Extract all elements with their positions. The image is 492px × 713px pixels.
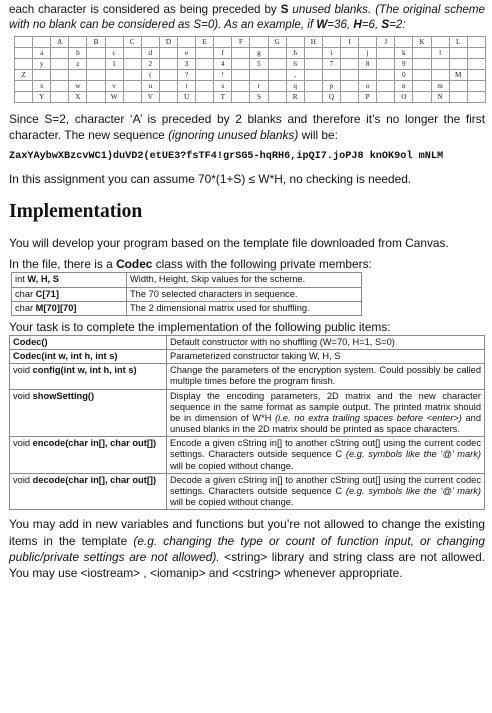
matrix-cell: u [141, 81, 159, 92]
matrix-cell [268, 92, 286, 103]
matrix-cell: D [159, 37, 177, 48]
item-description: Default constructor with no shuffling (W=70, H=1, S=0) [167, 335, 485, 349]
matrix-cell [214, 37, 232, 48]
le-symbol: ≤ [248, 171, 256, 186]
item-description: Change the parameters of the encryption system. Could possibly be called multiple times before the program finish. [167, 364, 485, 389]
matrix-cell: G [268, 37, 286, 48]
matrix-cell [177, 37, 195, 48]
matrix-cell [304, 59, 322, 70]
matrix-cell [286, 37, 304, 48]
public-items-table [9, 335, 485, 510]
matrix-cell [232, 81, 250, 92]
example-matrix-figure [14, 36, 486, 103]
item-signature: void config(int w, int h, int s) [10, 364, 167, 389]
matrix-cell: O [395, 92, 413, 103]
matrix-cell [413, 48, 431, 59]
matrix-cell: p [322, 81, 340, 92]
matrix-cell [196, 48, 214, 59]
matrix-cell [359, 37, 377, 48]
matrix-cell: ( [141, 70, 159, 81]
matrix-cell: R [286, 92, 304, 103]
intro-note: (The original scheme with no blank can be considered as S=0). As an example, if [9, 3, 485, 31]
matrix-cell [196, 70, 214, 81]
matrix-row [15, 59, 486, 70]
matrix-cell: v [105, 81, 123, 92]
matrix-cell [159, 70, 177, 81]
matrix-cell [413, 70, 431, 81]
develop-text: You will develop your program based on the template file downloaded from Canvas. [9, 236, 449, 251]
matrix-cell: P [359, 92, 377, 103]
matrix-cell [196, 92, 214, 103]
table-row [10, 389, 485, 437]
matrix-row [15, 70, 486, 81]
matrix-cell [123, 48, 141, 59]
member-description: The 70 selected characters in sequence. [127, 287, 362, 301]
matrix-row [15, 48, 486, 59]
matrix-cell [413, 81, 431, 92]
matrix-cell [340, 81, 358, 92]
matrix-cell [340, 59, 358, 70]
matrix-cell: 4 [214, 59, 232, 70]
matrix-cell [123, 92, 141, 103]
intro-s: S [280, 3, 289, 16]
table-row [10, 473, 485, 509]
matrix-cell: Y [33, 92, 51, 103]
matrix-cell [123, 59, 141, 70]
matrix-cell: K [413, 37, 431, 48]
matrix-cell: I [340, 37, 358, 48]
matrix-cell [69, 70, 87, 81]
matrix-cell: S [250, 92, 268, 103]
matrix-cell [467, 81, 485, 92]
matrix-cell [377, 59, 395, 70]
table-row [12, 287, 362, 301]
matrix-cell: 7 [322, 59, 340, 70]
matrix-cell [51, 59, 69, 70]
matrix-cell: Z [15, 70, 33, 81]
matrix-cell: V [141, 92, 159, 103]
matrix-cell: 9 [395, 59, 413, 70]
matrix-cell: m [431, 81, 449, 92]
matrix-cell: L [449, 37, 467, 48]
matrix-row [15, 37, 486, 48]
matrix-cell [304, 92, 322, 103]
matrix-cell [51, 81, 69, 92]
matrix-cell [449, 81, 467, 92]
matrix-cell [268, 48, 286, 59]
closing-paragraph: You may add in new variables and functions but you’re not allowed to change the existing items in the template (e.g. changing the type or count of function input, or changing public/private settings are not allowed). <string> library and string class are not allowed. You may use <iostream> , <iomanip> and <cstring> whenever appropriate. [9, 517, 486, 581]
table-row [10, 350, 485, 364]
matrix-cell [159, 81, 177, 92]
matrix-cell: a [33, 48, 51, 59]
table-row [12, 273, 362, 287]
matrix-cell [304, 81, 322, 92]
matrix-cell [159, 48, 177, 59]
item-signature: void decode(char in[], char out[]) [10, 473, 167, 509]
matrix-cell [159, 92, 177, 103]
member-signature: char C[71] [12, 287, 127, 301]
matrix-cell: b [69, 48, 87, 59]
matrix-cell: h [286, 48, 304, 59]
matrix-cell: i [322, 48, 340, 59]
matrix-cell [467, 48, 485, 59]
matrix-cell [377, 48, 395, 59]
matrix-cell [304, 48, 322, 59]
matrix-cell [322, 37, 340, 48]
matrix-cell [232, 92, 250, 103]
intro-text-2: unused blanks. [288, 3, 376, 16]
matrix-cell [87, 70, 105, 81]
matrix-cell [304, 70, 322, 81]
matrix-cell [159, 59, 177, 70]
matrix-cell: A [51, 37, 69, 48]
matrix-cell: W [105, 92, 123, 103]
since-paragraph: Since S=2, character ‘A’ is preceded by 2 blanks and therefore it’s no longer the first character. The new sequence (ignoring unused blanks) will be: [9, 112, 485, 142]
matrix-cell [449, 92, 467, 103]
matrix-cell [33, 37, 51, 48]
matrix-cell [232, 59, 250, 70]
matrix-cell: r [250, 81, 268, 92]
item-signature: void encode(char in[], char out[]) [10, 437, 167, 473]
matrix-cell: g [250, 48, 268, 59]
matrix-cell: U [177, 92, 195, 103]
intro-text: each character is considered as being preceded by [9, 3, 281, 16]
implementation-heading: Implementation [9, 200, 143, 222]
assumption-text: In this assignment you can assume 70*(1+S) ≤ W*H, no checking is needed. [9, 171, 412, 186]
matrix-cell: ? [177, 70, 195, 81]
item-signature: Codec() [10, 335, 167, 349]
matrix-cell: 5 [250, 59, 268, 70]
matrix-cell: n [395, 81, 413, 92]
matrix-cell: ! [214, 70, 232, 81]
intro-w: W [316, 17, 328, 31]
matrix-cell: e [177, 48, 195, 59]
item-description: Encode a given cString in[] to another cString out[] using the current codec settings. Characters outside sequence C (e.g. symbols like the ‘@’ mark) will be copied without change. [167, 437, 485, 473]
matrix-cell: X [69, 92, 87, 103]
matrix-cell: k [395, 48, 413, 59]
matrix-cell [431, 70, 449, 81]
matrix-cell [250, 37, 268, 48]
item-description: Display the encoding parameters, 2D matrix and the new character sequence in the same format as sample output. The printed matrix should be in dimension of W*H (i.e. no extra trailing spaces before <enter>) and unused blanks in the 2D matrix should be printed as space characters. [167, 389, 485, 437]
matrix-cell: l [431, 48, 449, 59]
matrix-cell [123, 81, 141, 92]
matrix-cell [467, 92, 485, 103]
matrix-cell [467, 70, 485, 81]
matrix-cell [196, 81, 214, 92]
intro-s2: S [381, 17, 390, 31]
matrix-row [15, 92, 486, 103]
matrix-cell [377, 81, 395, 92]
item-description: Parameterized constructor taking W, H, S [167, 350, 485, 364]
member-signature: char M[70][70] [12, 301, 127, 315]
matrix-cell: c [105, 48, 123, 59]
intro-paragraph: each character is considered as being preceded by S unused blanks. (The original scheme with no blank can be considered as S=0). As an example, if W=36, H=6, S=2: [9, 3, 485, 31]
matrix-cell: E [196, 37, 214, 48]
item-description: Decode a given cString in[] to another cString out[] using the current codec settings. Characters outside sequence C (e.g. symbols like the ‘@’ mark) will be copied without change. [167, 473, 485, 509]
matrix-cell [33, 70, 51, 81]
matrix-cell: , [286, 70, 304, 81]
private-members-table [11, 272, 362, 315]
matrix-cell: z [69, 59, 87, 70]
member-description: The 2 dimensional matrix used for shuffling. [127, 301, 362, 315]
matrix-cell: 0 [395, 70, 413, 81]
matrix-cell [87, 59, 105, 70]
new-sequence: ZaxYAybwXBzcvWC1)duVD2(etUE3?fsTF4!grSG5-hqRH6,ipQI7.joPJ8 knOK9ol mNLM [9, 150, 444, 162]
matrix-cell: 1 [105, 59, 123, 70]
matrix-cell [431, 37, 449, 48]
matrix-cell [51, 92, 69, 103]
matrix-cell [141, 37, 159, 48]
matrix-cell [377, 70, 395, 81]
matrix-cell [15, 59, 33, 70]
matrix-cell [123, 70, 141, 81]
matrix-cell: Q [322, 92, 340, 103]
matrix-cell [340, 92, 358, 103]
matrix-cell: t [177, 81, 195, 92]
matrix-cell [250, 70, 268, 81]
matrix-cell [359, 70, 377, 81]
matrix-cell: j [359, 48, 377, 59]
matrix-cell [413, 92, 431, 103]
matrix-cell [431, 59, 449, 70]
matrix-cell [340, 70, 358, 81]
item-signature: void showSetting() [10, 389, 167, 437]
matrix-cell [268, 70, 286, 81]
matrix-cell [51, 70, 69, 81]
matrix-cell: 3 [177, 59, 195, 70]
matrix-cell: J [377, 37, 395, 48]
member-description: Width, Height, Skip values for the scheme. [127, 273, 362, 287]
matrix-cell: T [214, 92, 232, 103]
matrix-cell [322, 70, 340, 81]
matrix-cell: F [232, 37, 250, 48]
matrix-cell [87, 48, 105, 59]
matrix-cell [51, 48, 69, 59]
matrix-cell: 8 [359, 59, 377, 70]
table-row [10, 437, 485, 473]
matrix-cell [467, 59, 485, 70]
intro-h: H [353, 17, 362, 31]
table-row [12, 301, 362, 315]
matrix-cell [69, 37, 87, 48]
matrix-cell: C [123, 37, 141, 48]
matrix-row [15, 81, 486, 92]
task-text: Your task is to complete the implementation of the following public items: [9, 319, 391, 334]
matrix-cell [105, 37, 123, 48]
table-row [10, 335, 485, 349]
matrix-cell [377, 92, 395, 103]
matrix-cell [232, 70, 250, 81]
matrix-cell [395, 37, 413, 48]
matrix-cell [15, 37, 33, 48]
matrix-cell [196, 59, 214, 70]
matrix-cell [268, 59, 286, 70]
matrix-cell [15, 81, 33, 92]
matrix-cell [232, 48, 250, 59]
infile-text: In the file, there is a Codec class with the following private members: [9, 257, 372, 272]
matrix-cell [87, 81, 105, 92]
item-signature: Codec(int w, int h, int s) [10, 350, 167, 364]
matrix-cell: q [286, 81, 304, 92]
member-signature: int W, H, S [12, 273, 127, 287]
matrix-cell: o [359, 81, 377, 92]
codec-class-name: Codec [116, 257, 153, 272]
matrix-cell [15, 92, 33, 103]
matrix-cell [449, 59, 467, 70]
matrix-cell: f [214, 48, 232, 59]
matrix-cell [413, 59, 431, 70]
matrix-cell: B [87, 37, 105, 48]
matrix-cell: d [141, 48, 159, 59]
matrix-cell: 6 [286, 59, 304, 70]
matrix-cell [268, 81, 286, 92]
matrix-cell: M [449, 70, 467, 81]
matrix-cell: 2 [141, 59, 159, 70]
matrix-cell [87, 92, 105, 103]
matrix-cell [15, 48, 33, 59]
matrix-cell: N [431, 92, 449, 103]
matrix-cell: H [304, 37, 322, 48]
matrix-cell: w [69, 81, 87, 92]
matrix-cell: s [214, 81, 232, 92]
matrix-cell [449, 48, 467, 59]
matrix-cell [467, 37, 485, 48]
matrix-cell [340, 48, 358, 59]
matrix-cell [105, 70, 123, 81]
matrix-cell: x [33, 81, 51, 92]
table-row [10, 364, 485, 389]
document-page [9, 3, 485, 582]
matrix-cell: y [33, 59, 51, 70]
